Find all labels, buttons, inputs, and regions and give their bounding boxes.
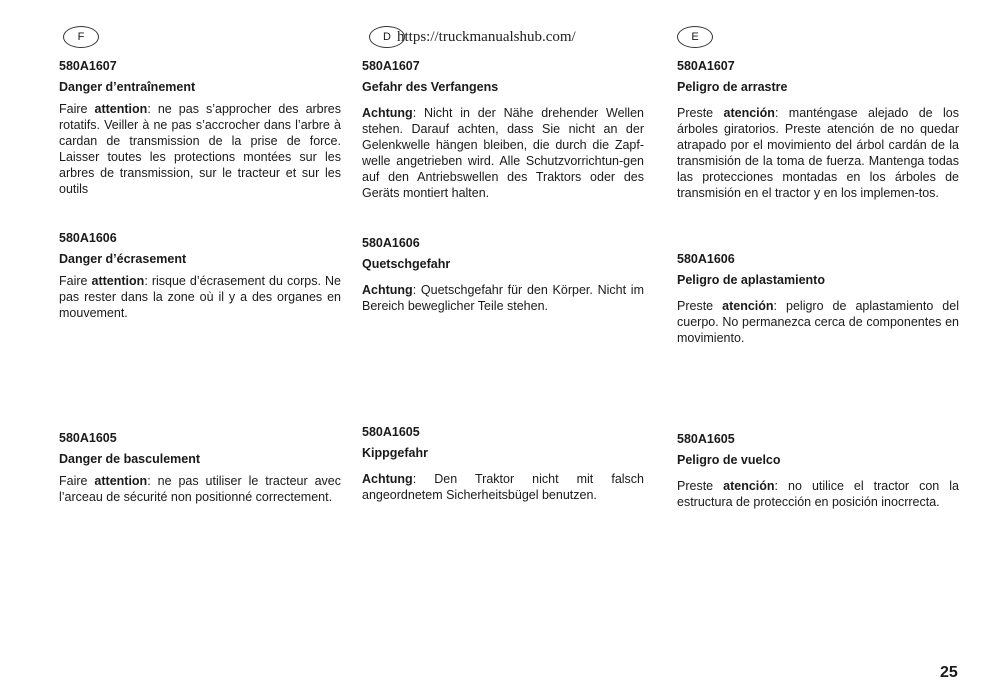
warning-text: Faire attention: risque d’écrasement du corps. Ne pas rester dans la zone où il y a des organes en mouvement. <box>59 274 342 320</box>
warning-title: Kippgefahr <box>362 446 428 460</box>
warning-block <box>59 58 341 197</box>
warning-title: Peligro de arrastre <box>677 80 788 94</box>
warning-keyword: atención <box>723 479 775 493</box>
warning-block <box>59 230 341 321</box>
warning-code: 580A1605 <box>362 425 420 439</box>
warning-keyword: atención <box>722 299 774 313</box>
warning-title: Danger d’écrasement <box>59 252 187 266</box>
warning-keyword: Achtung <box>362 283 413 297</box>
warning-keyword: attention <box>91 274 145 288</box>
warning-text: Achtung: Den Traktor nicht mit falsch angeordnetem Sicherheitsbügel benutzen. <box>362 472 644 502</box>
warning-code: 580A1606 <box>362 236 420 250</box>
warning-title: Danger de basculement <box>59 452 201 466</box>
warning-block <box>362 235 644 314</box>
warning-code: 580A1605 <box>59 431 117 445</box>
warning-code: 580A1607 <box>362 59 420 73</box>
warning-code: 580A1607 <box>59 59 117 73</box>
warning-code: 580A1605 <box>677 432 735 446</box>
warning-text: Faire attention: ne pas s’approcher des arbres rotatifs. Veiller à ne pas s’accrocher dans l’arbre à cardan de transmission de la prise de force. Laisser toutes les protections montées sur les arbres de transmission, sur le tracteur et sur les outils <box>59 102 341 196</box>
language-badge-fr: F <box>63 26 99 48</box>
warning-keyword: Achtung <box>362 106 413 120</box>
warning-text: Faire attention: ne pas utiliser le tracteur avec l’arceau de sécurité non positionné correctement. <box>59 474 342 504</box>
warning-keyword: atención <box>723 106 775 120</box>
warning-text: Preste atención: peligro de aplastamiento del cuerpo. No permanezca cerca de componentes en movimiento. <box>677 299 959 345</box>
warning-code: 580A1606 <box>677 252 735 266</box>
warning-text: Preste atención: manténgase alejado de los árboles giratorios. Preste atención de no quedar atrapado por el movimiento del árbol cardán de la transmisión de la toma de fuerza. Mantenga todas las protecciones montadas en los árboles de transmisión en el tractor y en los implemen-tos. <box>677 106 959 200</box>
warning-text: Achtung: Quetschgefahr für den Körper. Nicht im Bereich beweglicher Teile stehen. <box>362 283 644 313</box>
warning-keyword: attention <box>94 102 148 116</box>
warning-keyword: attention <box>94 474 148 488</box>
warning-block <box>677 431 959 510</box>
warning-block <box>59 430 341 505</box>
warning-title: Peligro de aplastamiento <box>677 273 825 287</box>
warning-text: Preste atención: no utilice el tractor con la estructura de protección en posición inocrrecta. <box>677 479 959 509</box>
language-badge-es: E <box>677 26 713 48</box>
warning-block <box>677 251 959 346</box>
warning-code: 580A1607 <box>677 59 735 73</box>
source-url: https://truckmanualshub.com/ <box>397 29 576 45</box>
warning-title: Gefahr des Verfangens <box>362 80 499 94</box>
warning-text: Achtung: Nicht in der Nähe drehender Wellen stehen. Darauf achten, dass Sie nicht an der Gelenkwelle hängen bleiben, die durch die Zapf-welle angetrieben wird. Alle Schutzvorrichtun-gen auf den Antriebswellen des Traktors oder des Geräts montiert halten. <box>362 106 644 200</box>
warning-block <box>677 58 959 201</box>
warning-title: Danger d’entraînement <box>59 80 196 94</box>
warning-title: Peligro de vuelco <box>677 453 781 467</box>
warning-code: 580A1606 <box>59 231 117 245</box>
page-number: 25 <box>940 664 958 681</box>
warning-block <box>362 424 644 503</box>
language-badge-de: D <box>369 26 405 48</box>
warning-block <box>362 58 644 201</box>
warning-keyword: Achtung <box>362 472 413 486</box>
warning-title: Quetschgefahr <box>362 257 451 271</box>
